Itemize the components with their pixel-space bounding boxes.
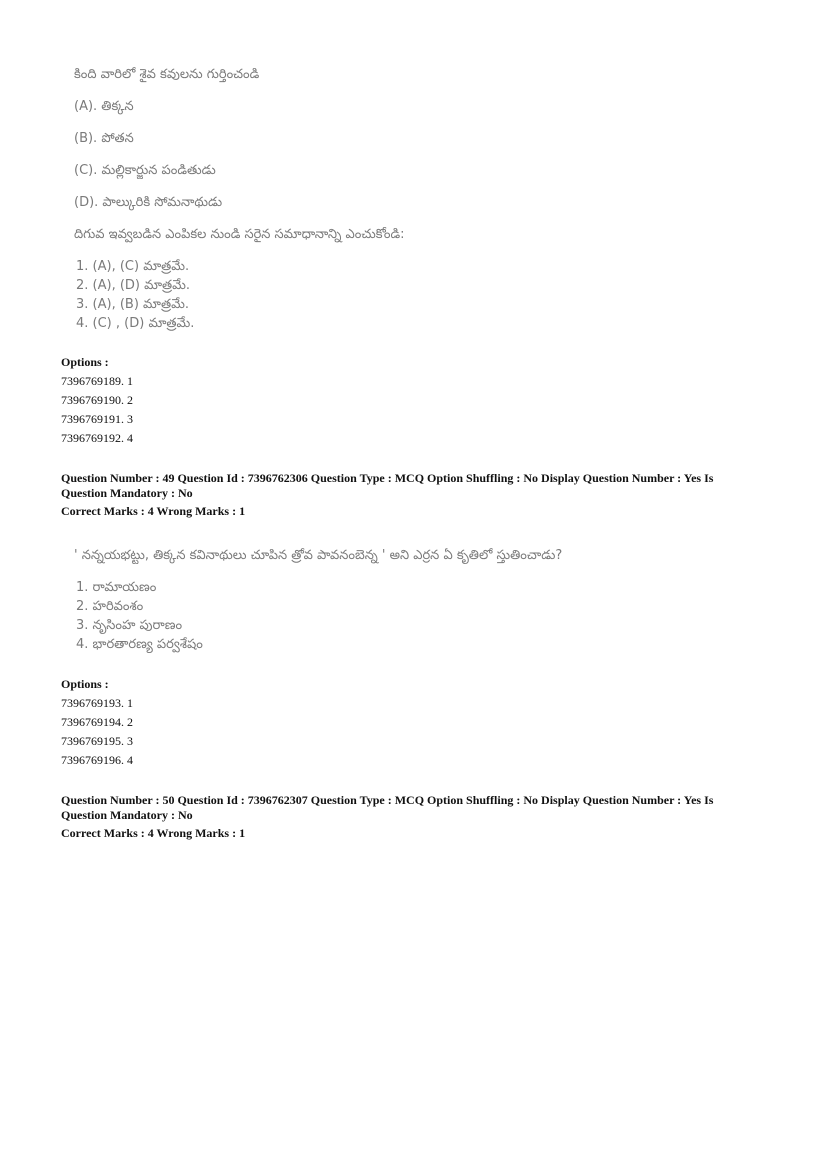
option-item: 7396769191. 3 — [61, 412, 133, 426]
question-50-meta-line2: Question Mandatory : No — [61, 808, 193, 822]
option-item: 7396769189. 1 — [61, 374, 133, 388]
question-49-marks: Correct Marks : 4 Wrong Marks : 1 — [61, 504, 246, 518]
question-48-stem: కింది వారిలో శైవ కవులను గుర్తించండి — [74, 67, 260, 82]
question-48-choice-3: 3. (A), (B) మాత్రమే. — [76, 297, 189, 312]
question-49-choice-2: 2. హరివంశం — [76, 599, 144, 614]
question-48-item-a: (A). తిక్కన — [74, 99, 134, 114]
question-49-meta — [61, 471, 753, 519]
question-49-choice-1: 1. రామాయణం — [76, 580, 157, 595]
question-49-choice-4: 4. భారతారణ్య పర్వశేషం — [76, 637, 203, 652]
question-49-choice-3: 3. నృసింహ పురాణం — [76, 618, 183, 633]
options-label: Options : — [61, 355, 109, 369]
question-48-item-b: (B). పోతన — [74, 131, 134, 146]
question-49-options — [61, 675, 133, 770]
option-item: 7396769190. 2 — [61, 393, 133, 407]
option-item: 7396769195. 3 — [61, 734, 133, 748]
question-50-marks: Correct Marks : 4 Wrong Marks : 1 — [61, 826, 246, 840]
question-48-item-c: (C). మల్లికార్జున పండితుడు — [74, 163, 216, 178]
options-label: Options : — [61, 677, 109, 691]
question-48-choice-2: 2. (A), (D) మాత్రమే. — [76, 278, 191, 293]
question-49-meta-line1: Question Number : 49 Question Id : 7396762306 Question Type : MCQ Option Shuffling : No Display Question Number : Yes Is — [61, 471, 714, 485]
question-48-instruction: దిగువ ఇవ్వబడిన ఎంపికల నుండి సరైన సమాధానాన్ని ఎంచుకోండి: — [74, 227, 405, 242]
option-item: 7396769196. 4 — [61, 753, 133, 767]
option-item: 7396769193. 1 — [61, 696, 133, 710]
question-50-meta — [61, 793, 753, 841]
question-49-stem: ' నన్నయభట్టు, తిక్కన కవినాథులు చూపిన త్రోవ పావనంబెన్న ' అని ఎర్రన ఏ కృతిలో స్తుతించాడు? — [74, 548, 563, 563]
question-48-choice-1: 1. (A), (C) మాత్రమే. — [76, 259, 190, 274]
question-48-item-d: (D). పాల్కురికి సోమనాథుడు — [74, 195, 223, 210]
question-48-choice-4: 4. (C) , (D) మాత్రమే. — [76, 316, 195, 331]
option-item: 7396769194. 2 — [61, 715, 133, 729]
question-50-meta-line1: Question Number : 50 Question Id : 7396762307 Question Type : MCQ Option Shuffling : No Display Question Number : Yes Is — [61, 793, 714, 807]
question-48-options — [61, 353, 133, 448]
option-item: 7396769192. 4 — [61, 431, 133, 445]
question-49-meta-line2: Question Mandatory : No — [61, 486, 193, 500]
